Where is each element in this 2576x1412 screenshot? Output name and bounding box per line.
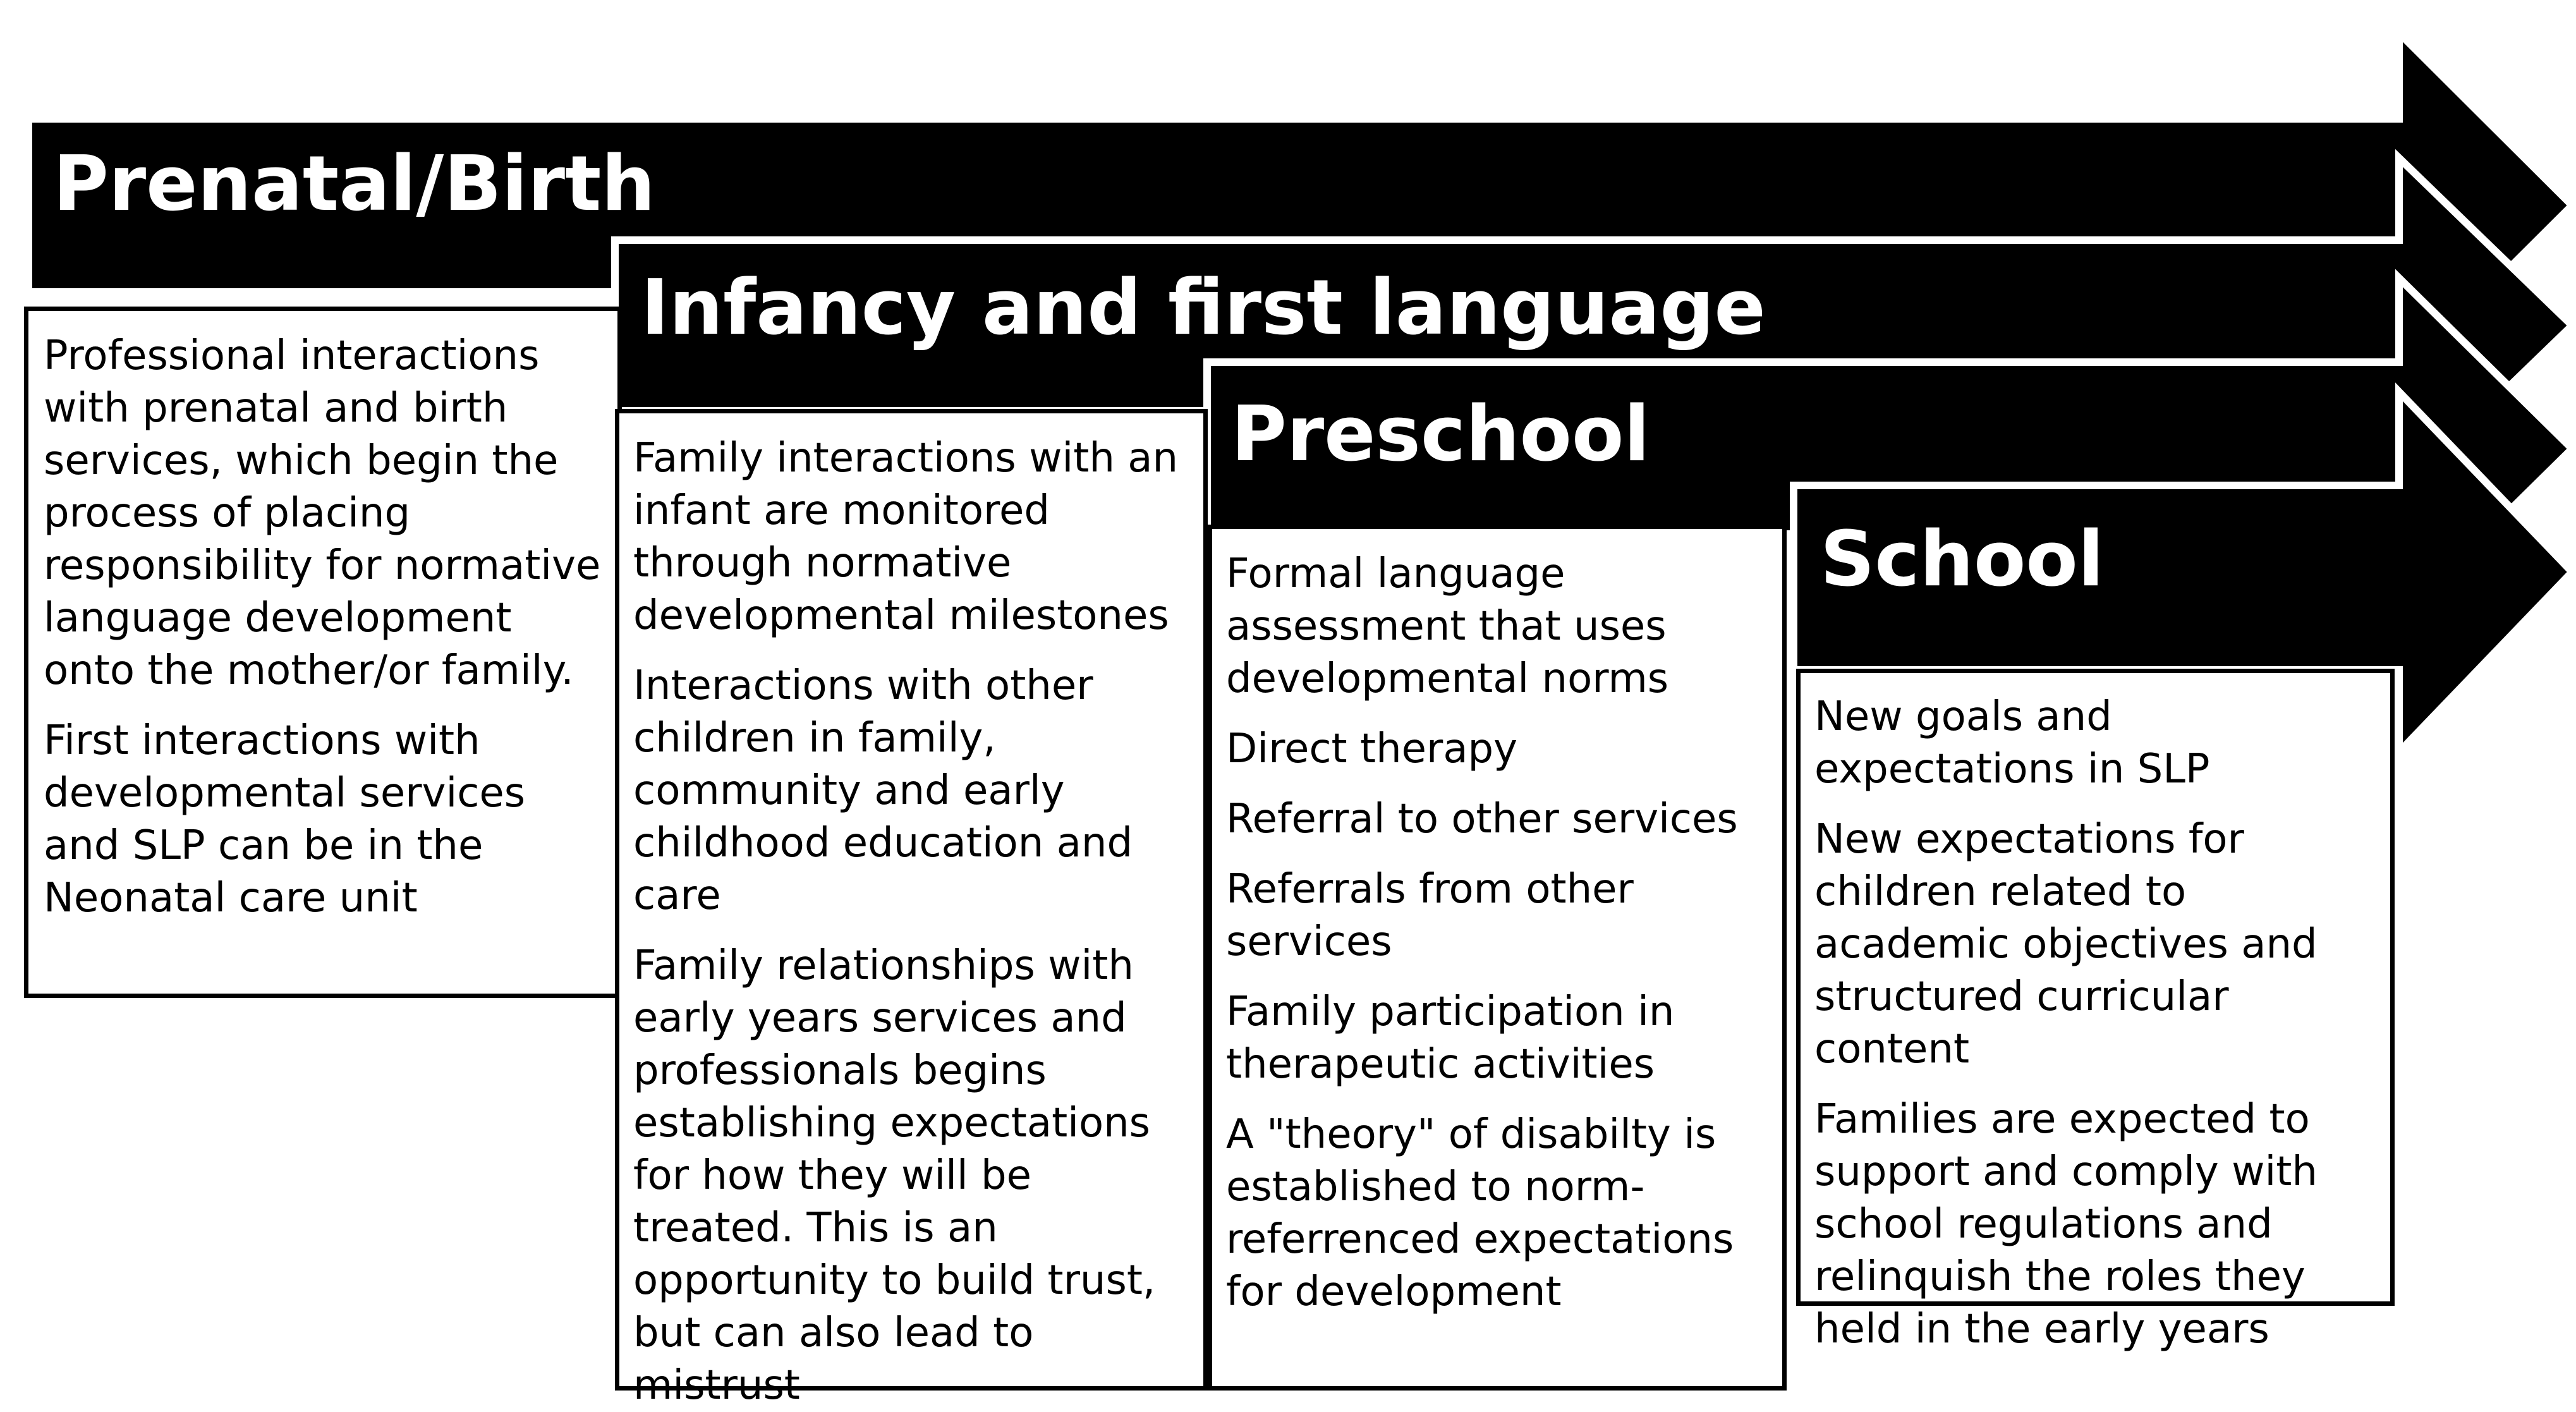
- stage-item: Referrals from other services: [1226, 866, 1634, 965]
- stage-item: Interactions with other children in family, community and early childhood education and care: [633, 662, 1133, 919]
- stage-item: Families are expected to support and comply with school regulations and relinquish the roles they held in the early years: [1814, 1096, 2318, 1353]
- stage-title-preschool: Preschool: [1231, 391, 1650, 478]
- stage-box-prenatal-birth: [24, 307, 622, 998]
- stage-item: A "theory" of disabilty is established to norm-referrenced expectations for development: [1226, 1111, 1734, 1315]
- stage-item: Family interactions with an infant are monitored through normative developmental milestones: [633, 435, 1178, 639]
- stage-box-preschool: [1208, 525, 1787, 1391]
- stage-item: First interactions with developmental services and SLP can be in the Neonatal care unit: [44, 717, 526, 922]
- stage-item: Direct therapy: [1226, 726, 1518, 772]
- stage-item: Family relationships with early years services and professionals begins establishing expectations for how they will be treated. This is an opportunity to build trust, but can also lead to mistrust: [633, 942, 1156, 1409]
- stage-title-school: School: [1820, 516, 2105, 604]
- stage-box-infancy: [615, 409, 1208, 1409]
- stage-item: New goals and expectations in SLP: [1814, 693, 2210, 793]
- stage-item: Formal language assessment that uses developmental norms: [1226, 551, 1669, 702]
- stage-item: Family participation in therapeutic activities: [1226, 989, 1675, 1088]
- stage-title-infancy: Infancy and first language: [641, 264, 1766, 352]
- stage-item: Referral to other services: [1226, 796, 1738, 843]
- stage-box-school: [1796, 669, 2395, 1353]
- stage-item: Professional interactions with prenatal and birth services, which begin the process of placing responsibility for normative language development onto the mother/or family.: [44, 332, 601, 694]
- stage-title-prenatal-birth: Prenatal/Birth: [53, 140, 655, 228]
- stage-item: New expectations for children related to academic objectives and structured curricular content: [1814, 816, 2318, 1073]
